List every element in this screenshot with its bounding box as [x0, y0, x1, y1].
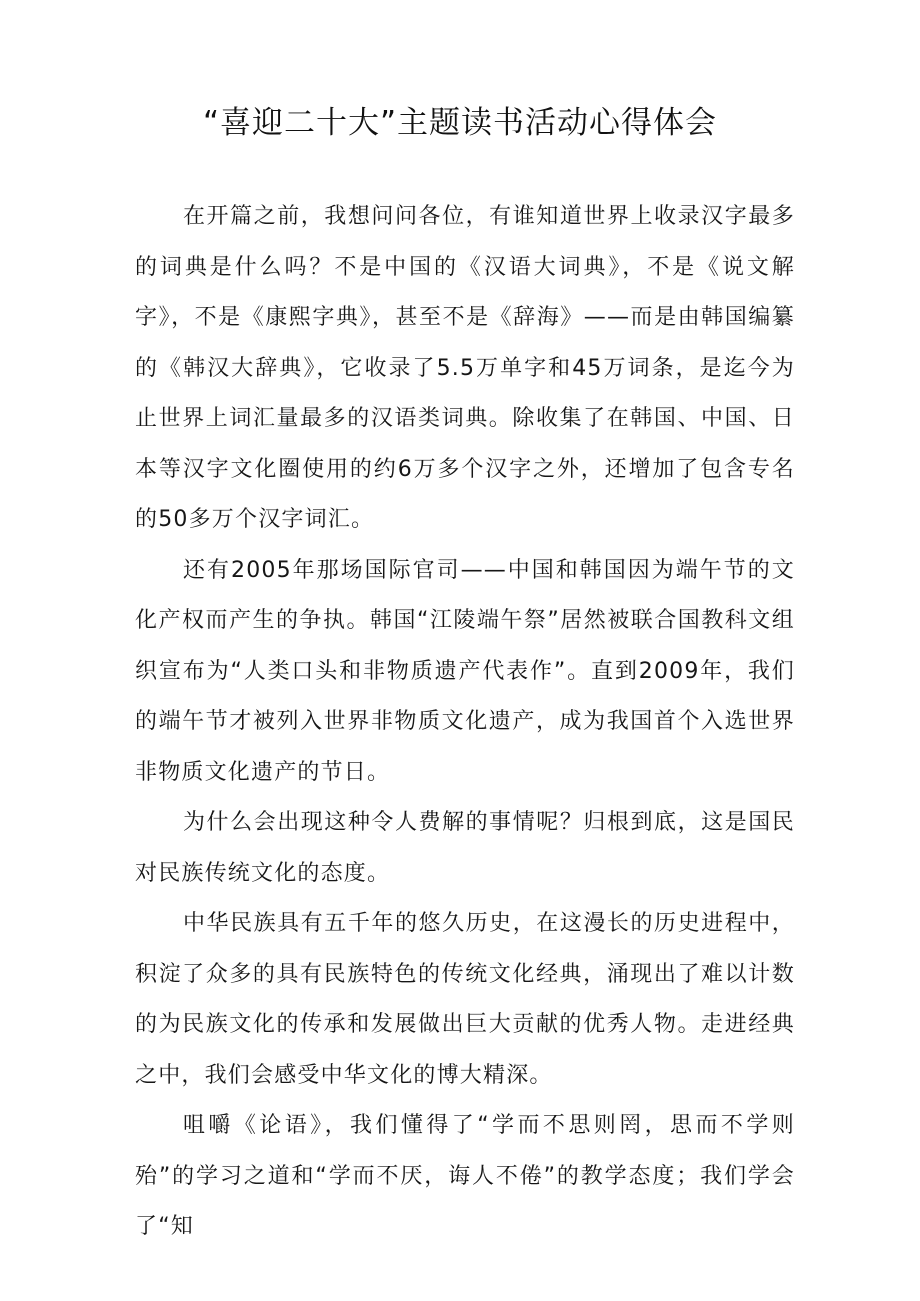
- paragraph-4: 中华民族具有五千年的悠久历史，在这漫长的历史进程中，积淀了众多的具有民族特色的传统文化经典，涌现出了难以计数的为民族文化的传承和发展做出巨大贡献的优秀人物。走进经典之中，我们会感受中华文化的博大精深。: [135, 911, 795, 1088]
- document-body: [135, 192, 795, 1253]
- paragraph-2: 还有2005年那场国际官司——中国和韩国因为端午节的文化产权而产生的争执。韩国“江陵端午祭”居然被联合国教科文组织宣布为“人类口头和非物质遗产代表作”。直到2009年，我们的端午节才被列入世界非物质文化遗产，成为我国首个入选世界非物质文化遗产的节日。: [135, 557, 795, 785]
- paragraph-5: 咀嚼《论语》，我们懂得了“学而不思则罔，思而不学则殆”的学习之道和“学而不厌，诲人不倦”的教学态度；我们学会了“知: [135, 1113, 795, 1239]
- paragraph-3: 为什么会出现这种令人费解的事情呢？归根到底，这是国民对民族传统文化的态度。: [135, 810, 795, 886]
- paragraph-1: 在开篇之前，我想问问各位，有谁知道世界上收录汉字最多的词典是什么吗？不是中国的《汉语大词典》，不是《说文解字》，不是《康熙字典》，甚至不是《辞海》——而是由韩国编纂的《韩汉大辞典》，它收录了5.5万单字和45万词条，是迄今为止世界上词汇量最多的汉语类词典。除收集了在韩国、中国、日本等汉字文化圈使用的约6万多个汉字之外，还增加了包含专名的50多万个汉字词汇。: [135, 204, 795, 532]
- document-title: “喜迎二十大”主题读书活动心得体会: [202, 105, 718, 141]
